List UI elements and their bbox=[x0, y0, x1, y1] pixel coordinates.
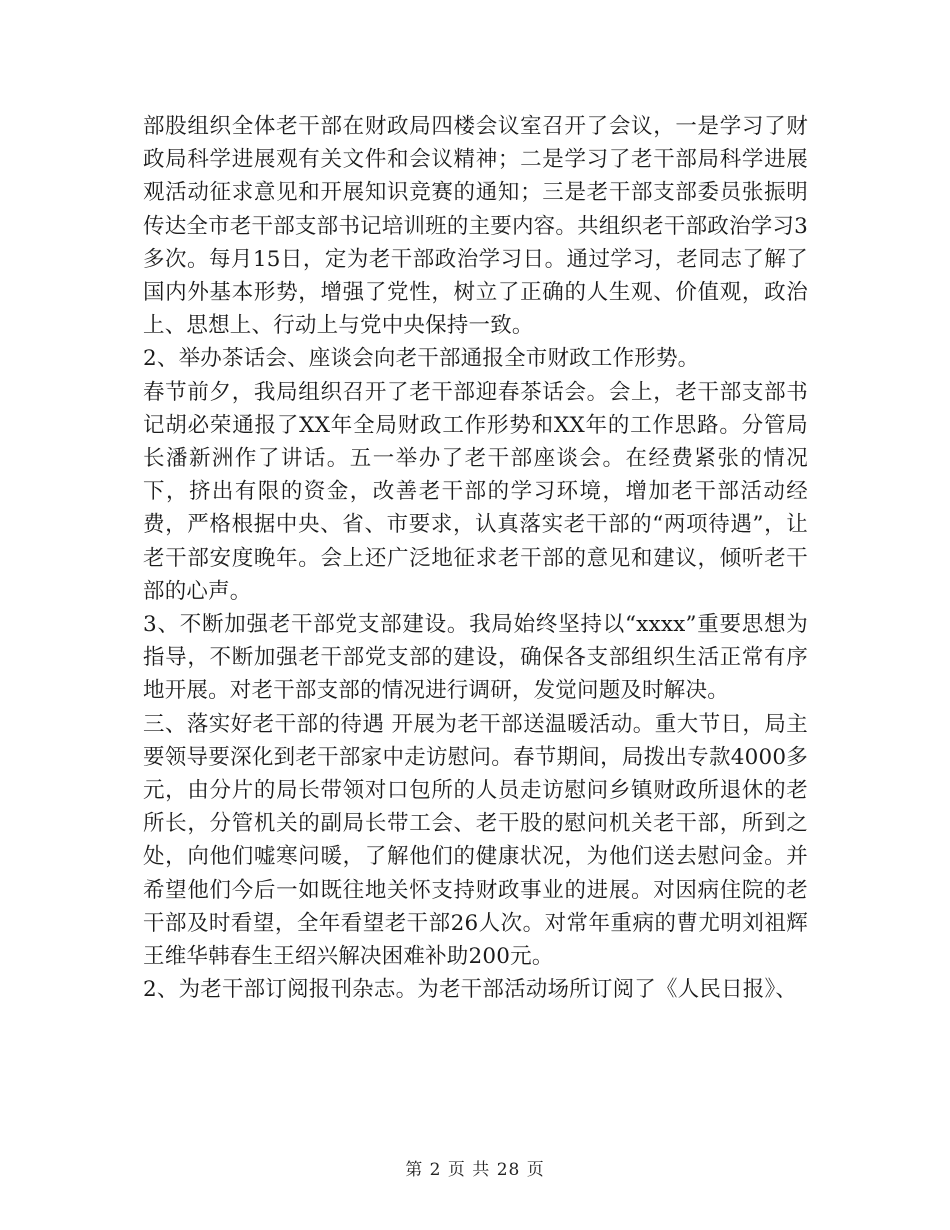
document-body bbox=[143, 110, 808, 1006]
paragraph-political-study: 部股组织全体老干部在财政局四楼会议室召开了会议，一是学习了财政局科学进展观有关文件和会议精神；二是学习了老干部局科学进展观活动征求意见和开展知识竞赛的通知；三是老干部支部委员张振明传达全市老干部支部书记培训班的主要内容。共组织老干部政治学习3多次。每月15日，定为老干部政治学习日。通过学习，老同志了解了国内外基本形势，增强了党性，树立了正确的人生观、价值观，政治上、思想上、行动上与党中央保持一致。 bbox=[143, 114, 808, 339]
paragraph-benefits: 三、落实好老干部的待遇 开展为老干部送温暖活动。重大节日，局主要领导要深化到老干部家中走访慰问。春节期间，局拨出专款4000多元，由分片的局长带领对口包所的人员走访慰问乡镇财政所退休的老所长，分管机关的副局长带工会、老干股的慰问机关老干部，所到之处，向他们嘘寒问暖，了解他们的健康状况，为他们送去慰问金。并希望他们今后一如既往地关怀支持财政事业的进展。对因病住院的老干部及时看望，全年看望老干部26人次。对常年重病的曹尤明刘祖辉王维华韩春生王绍兴解决困难补助200元。 bbox=[143, 711, 808, 970]
paragraph-party-branch: 3、不断加强老干部党支部建设。我局始终坚持以“xxxx”重要思想为指导，不断加强老干部党支部的建设，确保各支部组织生活正常有序地开展。对老干部支部的情况进行调研，发觉问题及时解决。 bbox=[143, 612, 808, 704]
paragraph-newspapers: 2、为老干部订阅报刊杂志。为老干部活动场所订阅了《人民日报》、 bbox=[143, 977, 798, 1003]
paragraph-spring-festival: 春节前夕，我局组织召开了老干部迎春茶话会。会上，老干部支部书记胡必荣通报了XX年全局财政工作形势和XX年的工作思路。分管局长潘新洲作了讲话。五一举办了老干部座谈会。在经费紧张的情况下，挤出有限的资金，改善老干部的学习环境，增加老干部活动经费，严格根据中央、省、市要求，认真落实老干部的“两项待遇”，让老干部安度晚年。会上还广泛地征求老干部的意见和建议，倾听老干部的心声。 bbox=[143, 379, 808, 604]
page-number-footer: 第 2 页 共 28 页 bbox=[405, 1160, 545, 1180]
paragraph-heading-tea-party: 2、举办茶话会、座谈会向老干部通报全市财政工作形势。 bbox=[143, 346, 700, 372]
